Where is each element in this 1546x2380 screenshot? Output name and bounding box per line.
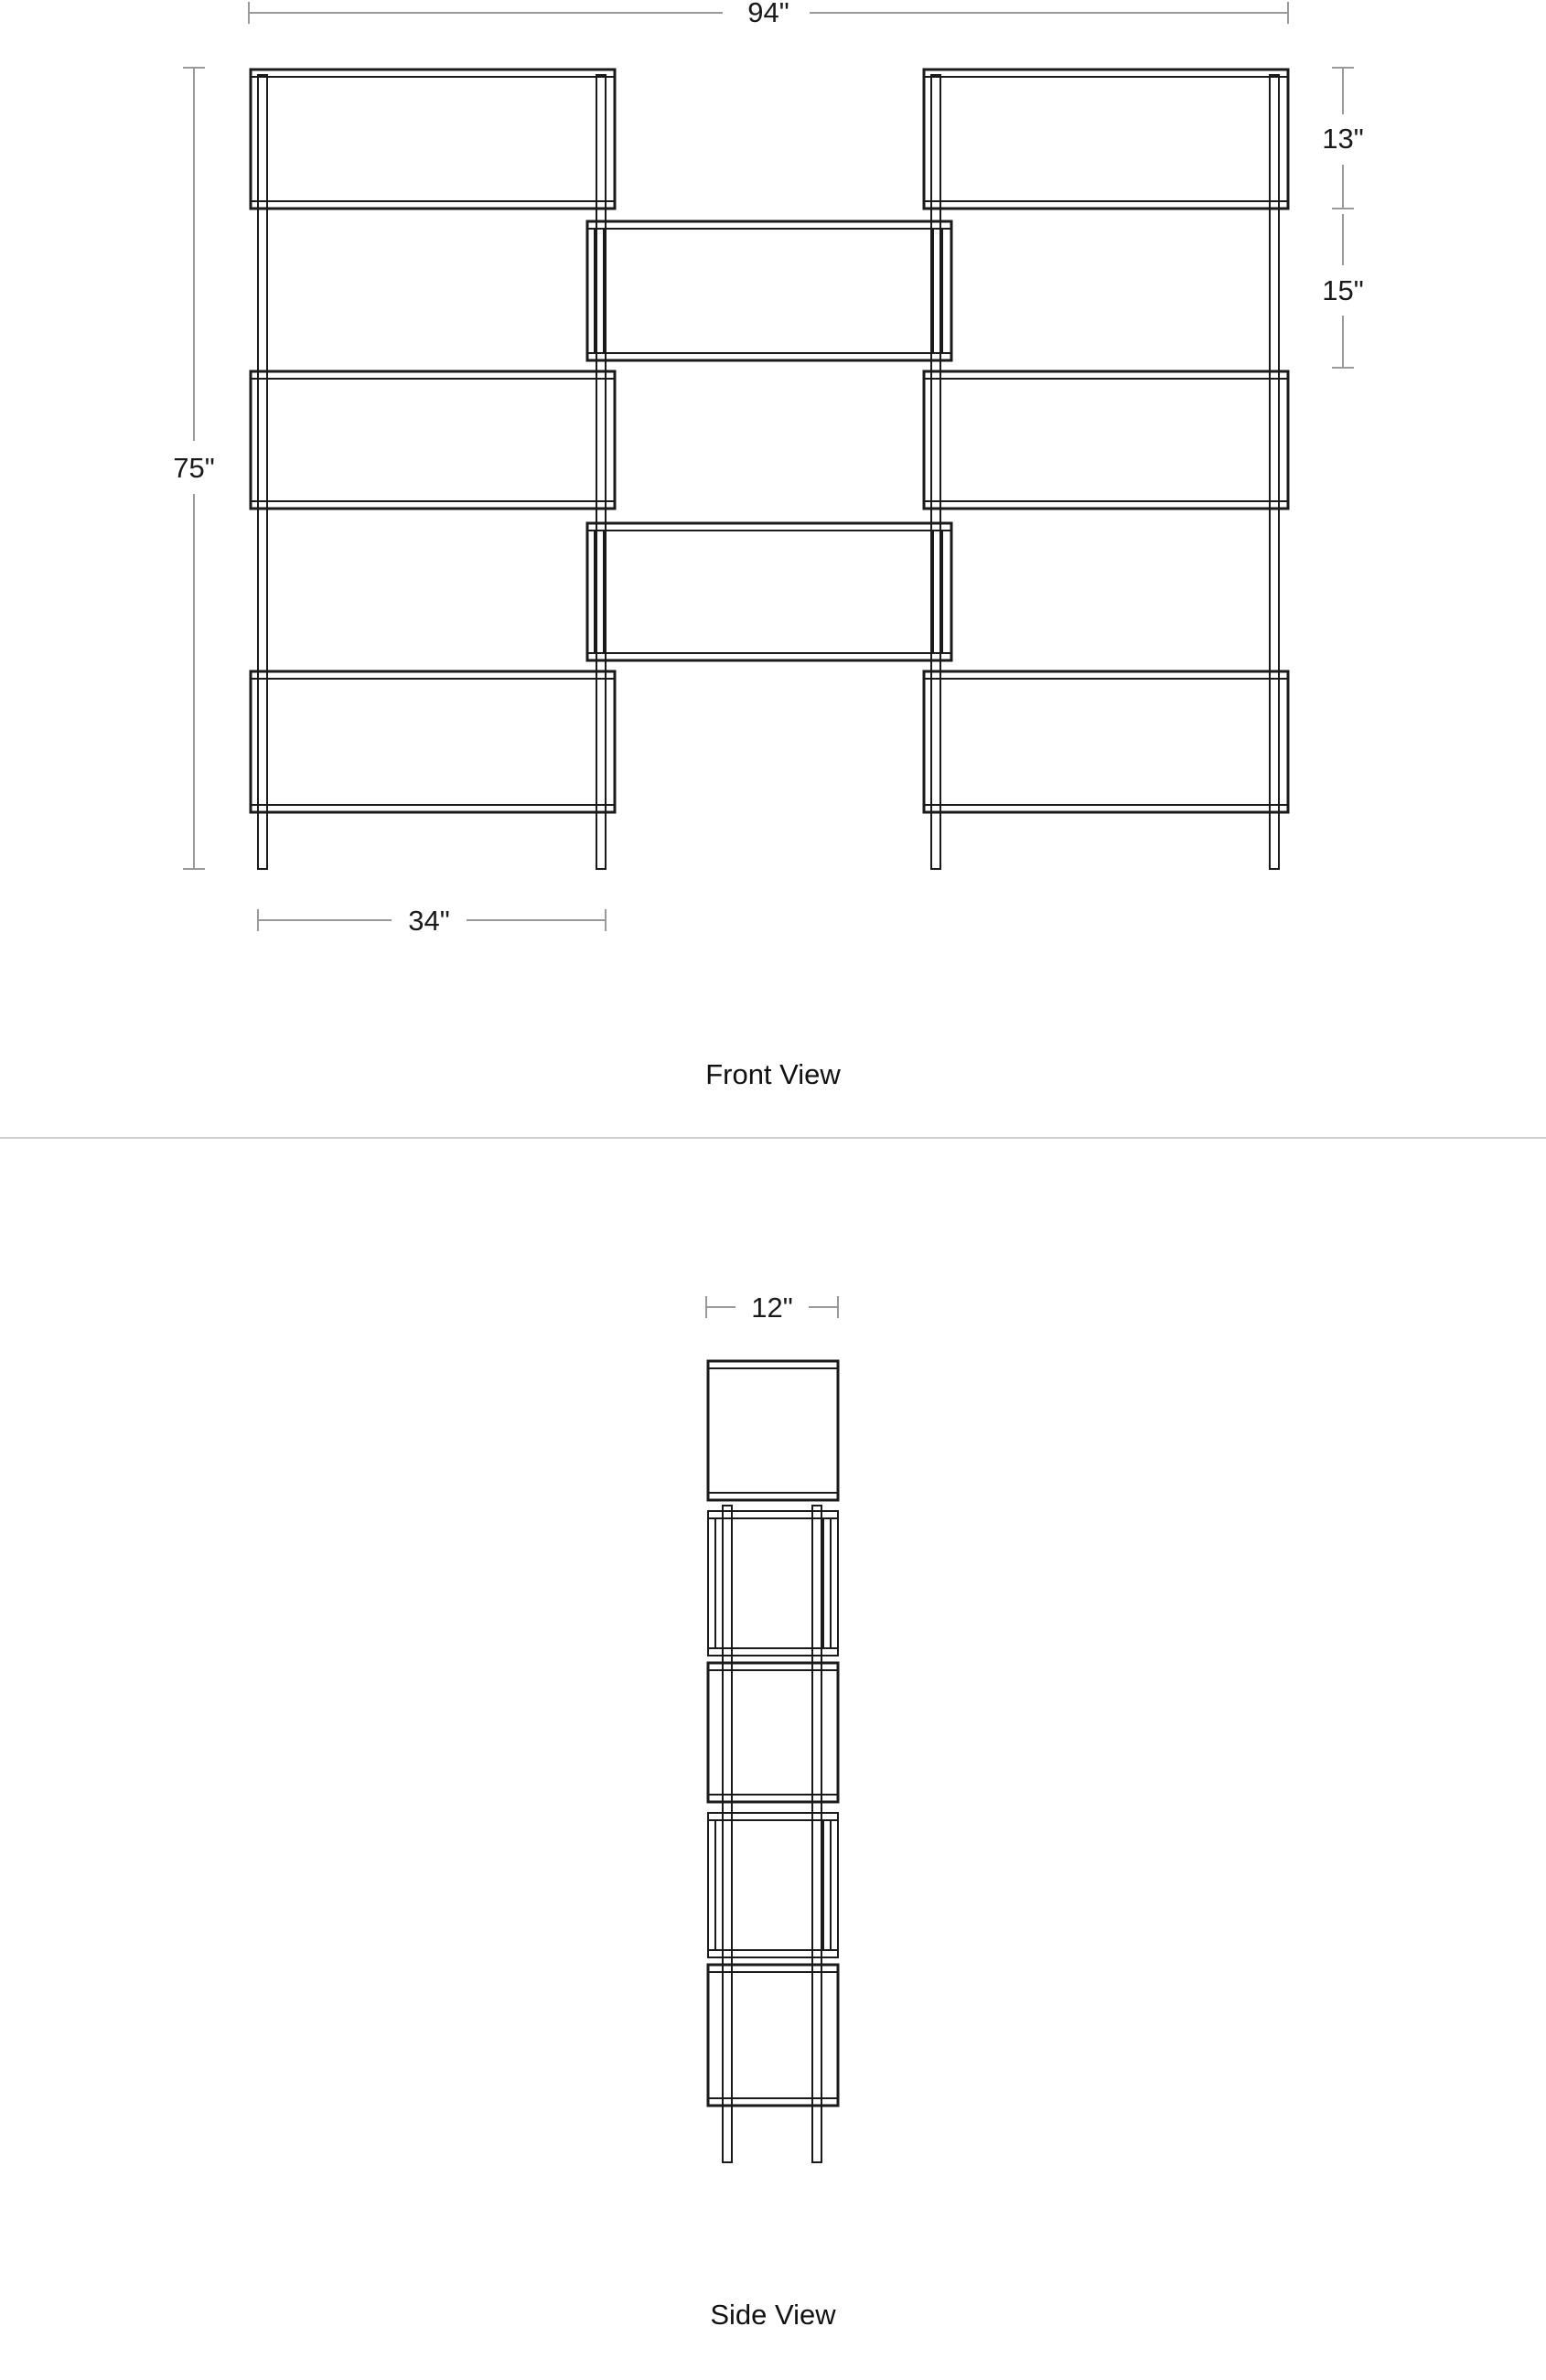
overall-width-dimension: [249, 0, 1288, 28]
side-box-middle: [708, 1663, 838, 1802]
module-width-label: 34": [408, 905, 450, 937]
right-bookcase: [924, 70, 1288, 869]
upper-box-height-label: 13": [1322, 123, 1364, 155]
side-back-post: [812, 1506, 821, 2162]
left-bookcase-left-leg: [258, 812, 267, 869]
left-bookcase-right-post: [596, 75, 606, 869]
module-width-dimension: [258, 905, 606, 937]
side-back-leg: [812, 2106, 821, 2162]
front-view-caption: Front View: [705, 1058, 841, 1090]
left-box-bottom: [251, 671, 615, 812]
upper-gap-height-label: 15": [1322, 274, 1364, 306]
side-open-frame-upper: [708, 1511, 838, 1656]
overall-height-dimension: [173, 68, 215, 869]
front-view: [173, 0, 1364, 1090]
right-bookcase-left-post: [931, 75, 940, 869]
right-box-middle: [924, 371, 1288, 509]
side-box-top: [708, 1361, 838, 1500]
overall-height-label: 75": [173, 452, 215, 484]
right-bookcase-right-leg: [1270, 812, 1279, 869]
right-box-bottom: [924, 671, 1288, 812]
depth-dimension: [706, 1292, 838, 1324]
side-open-frame-lower: [708, 1813, 838, 1957]
depth-label: 12": [751, 1292, 793, 1324]
upper-gap-height-dimension: [1322, 214, 1364, 368]
left-bookcase-left-post: [258, 75, 267, 869]
side-view: [706, 1292, 838, 2331]
side-front-post: [723, 1506, 732, 2162]
left-bookcase-right-leg: [596, 812, 606, 869]
overall-width-label: 94": [747, 0, 789, 28]
side-box-bottom: [708, 1965, 838, 2106]
center-boxes: [587, 221, 951, 660]
side-front-leg: [723, 2106, 732, 2162]
left-bookcase: [251, 70, 615, 869]
upper-box-height-dimension: [1322, 68, 1364, 209]
side-view-caption: Side View: [710, 2299, 836, 2331]
left-box-top: [251, 70, 615, 209]
right-box-top: [924, 70, 1288, 209]
center-box-upper: [587, 221, 951, 360]
center-box-lower: [587, 523, 951, 660]
right-bookcase-left-leg: [931, 812, 940, 869]
right-bookcase-right-post: [1270, 75, 1279, 869]
left-box-middle: [251, 371, 615, 509]
